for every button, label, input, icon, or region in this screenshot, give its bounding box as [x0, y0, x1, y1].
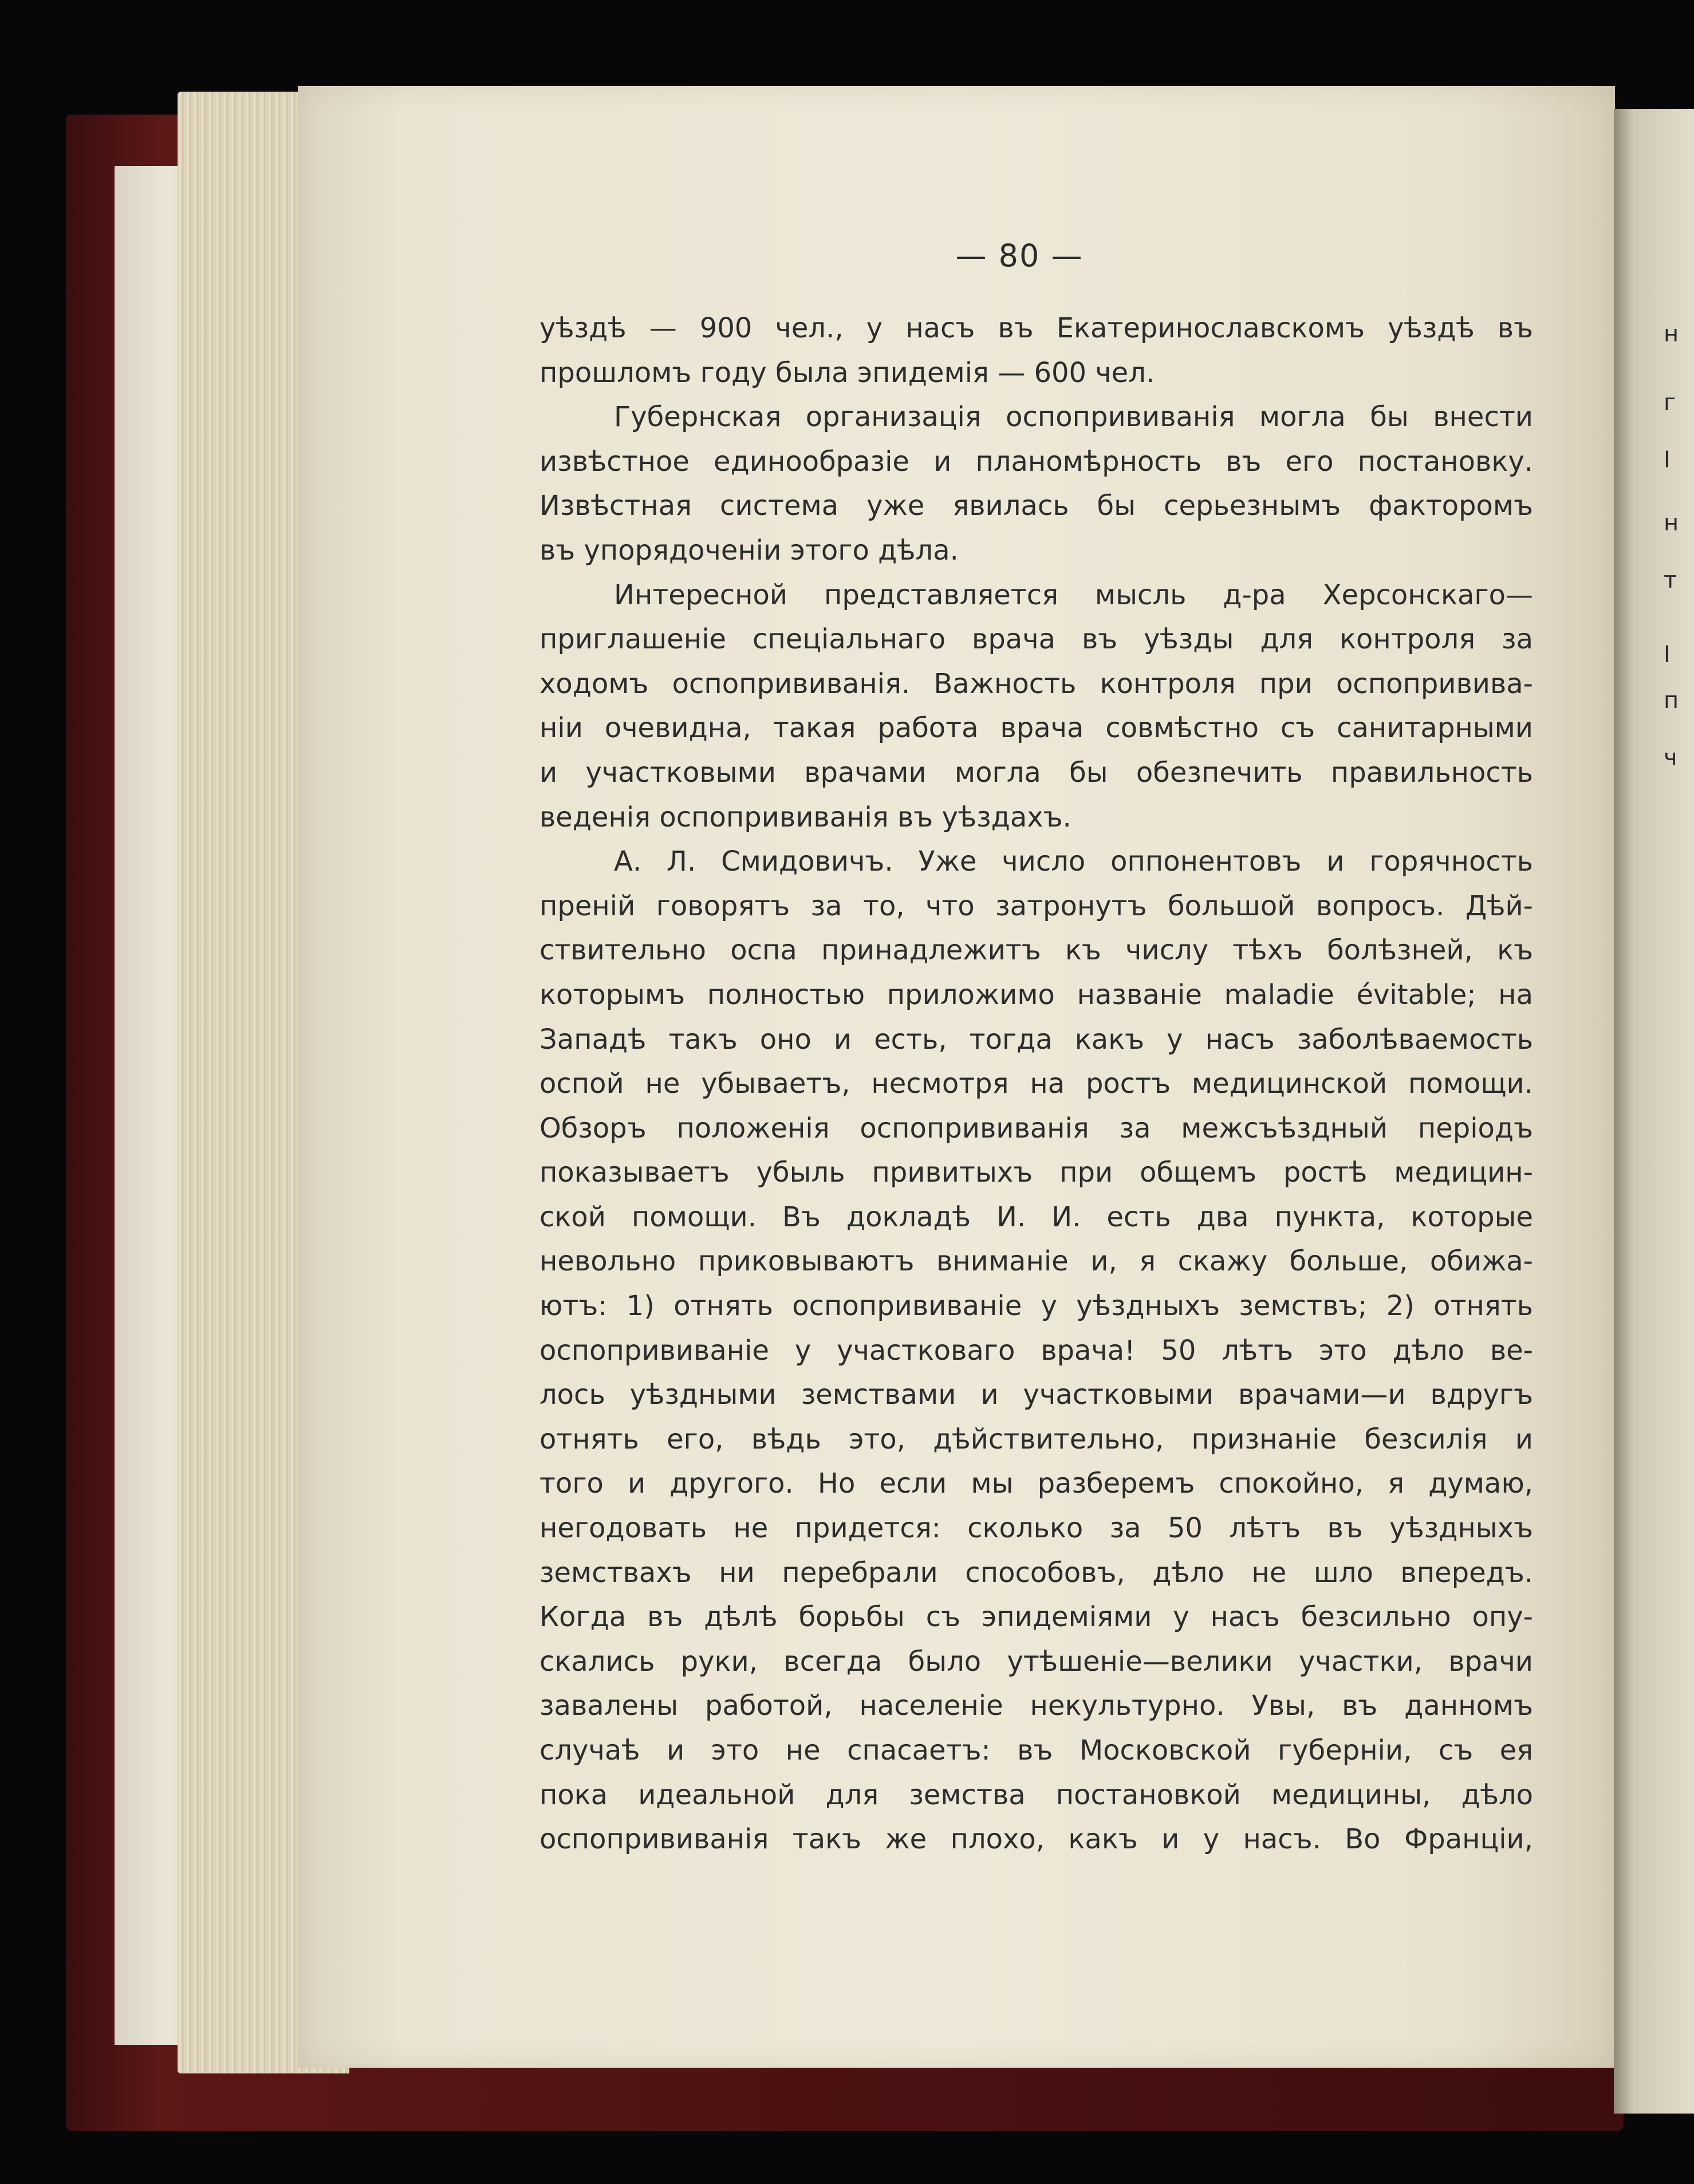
text-line: завалены работой, населеніе некультурно. Увы, въ данномъ: [539, 1690, 1533, 1722]
next-page-letter: н: [1664, 510, 1679, 536]
text-line: показываетъ убыль привитыхъ при общемъ ростѣ медицин-: [539, 1156, 1533, 1189]
text-line: А. Л. Смидовичъ. Уже число оппонентовъ и горячность: [614, 845, 1533, 878]
next-page-letter: I: [1664, 447, 1671, 473]
text-line: Обзоръ положенія оспопрививанія за межсъѣздный періодъ: [539, 1112, 1533, 1144]
text-line: негодовать не придется: сколько за 50 лѣтъ въ уѣздныхъ: [539, 1512, 1533, 1545]
text-line: Интересной представляется мысль д-ра Херсонскаго—: [614, 579, 1533, 611]
text-line: которымъ полностью приложимо названіе maladie évitable; на: [539, 978, 1533, 1011]
text-line: Губернская организація оспопрививанія могла бы внести: [614, 401, 1533, 434]
next-page-letter: I: [1664, 642, 1671, 668]
next-page-letter: н: [1664, 321, 1679, 347]
next-page-edge-letters: [1664, 321, 1687, 1352]
next-page-letter: г: [1664, 389, 1676, 416]
text-line: и участковыми врачами могла бы обезпечить правильность: [539, 756, 1533, 789]
text-line: Извѣстная система уже явилась бы серьезнымъ факторомъ: [539, 490, 1533, 522]
text-line: ской помощи. Въ докладѣ И. И. есть два пункта, которые: [539, 1201, 1533, 1233]
next-page-letter: п: [1664, 687, 1679, 714]
text-line: отнять его, вѣдь это, дѣйствительно, признаніе безсилія и: [539, 1423, 1533, 1455]
text-line: веденія оспопрививанія въ уѣздахъ.: [539, 801, 1071, 833]
text-line: ствительно оспа принадлежитъ къ числу тѣхъ болѣзней, къ: [539, 934, 1533, 967]
text-line: уѣздѣ — 900 чел., у насъ въ Екатеринославскомъ уѣздѣ въ: [539, 312, 1533, 344]
text-line: преній говорятъ за то, что затронутъ большой вопросъ. Дѣй-: [539, 890, 1533, 922]
text-line: оспой не убываетъ, несмотря на ростъ медицинской помощи.: [539, 1068, 1533, 1100]
text-line: Когда въ дѣлѣ борьбы съ эпидеміями у насъ безсильно опу-: [539, 1601, 1533, 1634]
text-line: ютъ: 1) отнять оспопрививаніе у уѣздныхъ земствъ; 2) отнять: [539, 1290, 1533, 1323]
next-page-letter: т: [1664, 567, 1677, 593]
text-line: извѣстное единообразіе и планомѣрность въ его постановку.: [539, 445, 1533, 478]
text-line: невольно приковываютъ вниманіе и, я скажу больше, обижа-: [539, 1245, 1533, 1278]
text-line: оспопрививанія такъ же плохо, какъ и у насъ. Во Франціи,: [539, 1823, 1533, 1856]
text-line: въ упорядоченіи этого дѣла.: [539, 534, 959, 566]
text-line: лось уѣздными земствами и участковыми врачами—и вдругъ: [539, 1379, 1533, 1411]
next-page-letter: ч: [1664, 745, 1677, 771]
text-line: приглашеніе спеціальнаго врача въ уѣзды для контроля за: [539, 623, 1533, 656]
body-text: [539, 306, 1533, 1862]
text-line: того и другого. Но если мы разберемъ спокойно, я думаю,: [539, 1467, 1533, 1500]
page-number: — 80 —: [955, 238, 1084, 274]
text-line: Западѣ такъ оно и есть, тогда какъ у насъ заболѣваемость: [539, 1023, 1533, 1056]
text-line: земствахъ ни перебрали способовъ, дѣло не шло впередъ.: [539, 1556, 1533, 1589]
text-line: скались руки, всегда было утѣшеніе—велики участки, врачи: [539, 1645, 1533, 1678]
text-line: случаѣ и это не спасаетъ: въ Московской губерніи, съ ея: [539, 1734, 1533, 1766]
text-line: прошломъ году была эпидемія — 600 чел.: [539, 356, 1155, 389]
text-line: ходомъ оспопрививанія. Важность контроля при оспопривива-: [539, 667, 1533, 700]
text-line: ніи очевидна, такая работа врача совмѣстно съ санитарными: [539, 712, 1533, 745]
text-line: оспопрививаніе у участковаго врача! 50 лѣтъ это дѣло ве-: [539, 1334, 1533, 1367]
text-line: пока идеальной для земства постановкой медицины, дѣло: [539, 1778, 1533, 1811]
